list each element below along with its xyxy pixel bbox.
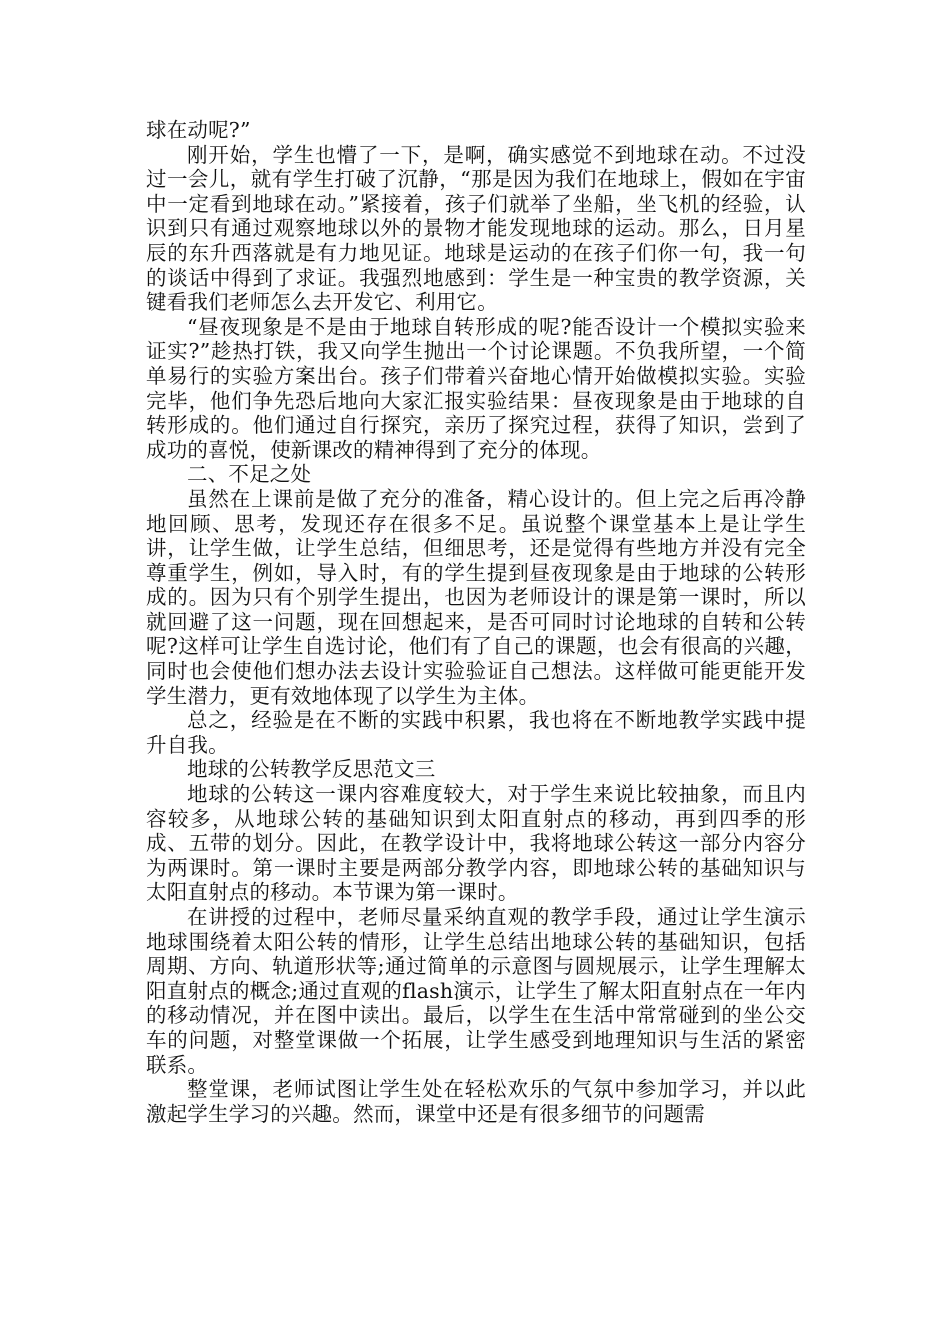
- paragraph-summary: 总之，经验是在不断的实践中积累，我也将在不断地教学实践中提升自我。: [146, 708, 806, 757]
- paragraph-shortcomings: 虽然在上课前是做了充分的准备，精心设计的。但上完之后再冷静地回顾、思考，发现还存在很多不足。虽说整个课堂基本上是让学生讲，让学生做，让学生总结，但细思考，还是觉得有些地方并没有完全尊重学生，例如，导入时，有的学生提到昼夜现象是由于地球的公转形成的。因为只有个别学生提出，也因为老师设计的课是第一课时，所以就回避了这一问题，现在回想起来，是否可同时讨论地球的自转和公转呢?这样可让学生自选讨论，他们有了自己的课题，也会有很高的兴趣，同时也会使他们想办法去设计实验验证自己想法。这样做可能更能开发学生潜力，更有效地体现了以学生为主体。: [146, 486, 806, 708]
- paragraph-continuation: 球在动呢?”: [146, 118, 251, 142]
- paragraph-whole-class: 整堂课，老师试图让学生处在轻松欢乐的气氛中参加学习，并以此激起学生学习的兴趣。然而，课堂中还是有很多细节的问题需: [146, 1077, 806, 1126]
- document-page: [146, 118, 806, 1126]
- paragraph-revolution-intro: 地球的公转这一课内容难度较大，对于学生来说比较抽象，而且内容较多，从地球公转的基础知识到太阳直射点的移动，再到四季的形成、五带的划分。因此，在教学设计中，我将地球公转这一部分内容分为两课时。第一课时主要是两部分教学内容，即地球公转的基础知识与太阳直射点的移动。本节课为第一课时。: [146, 782, 806, 905]
- paragraph-teaching-process: 在讲授的过程中，老师尽量采纳直观的教学手段，通过让学生演示地球围绕着太阳公转的情形，让学生总结出地球公转的基础知识，包括周期、方向、轨道形状等;通过简单的示意图与圆规展示，让学生理解太阳直射点的概念;通过直观的flash演示，让学生了解太阳直射点在一年内的移动情况，并在图中读出。最后，以学生在生活中常常碰到的坐公交车的问题，对整堂课做一个拓展，让学生感受到地理知识与生活的紧密联系。: [146, 905, 806, 1077]
- section-heading-shortcomings: 二、不足之处: [187, 462, 312, 487]
- paragraph-day-night-experiment: “昼夜现象是不是由于地球自转形成的呢?能否设计一个模拟实验来证实?”趁热打铁，我又向学生抛出一个讨论课题。不负我所望，一个简单易行的实验方案出台。孩子们带着兴奋地心情开始做模拟实验。实验完毕，他们争先恐后地向大家汇报实验结果：昼夜现象是由于地球的自转形成的。他们通过自行探究，亲历了探究过程，获得了知识，尝到了成功的喜悦，使新课改的精神得到了充分的体现。: [146, 314, 806, 462]
- paragraph-student-discussion: 刚开始，学生也懵了一下，是啊，确实感觉不到地球在动。不过没过一会儿，就有学生打破了沉静，“那是因为我们在地球上，假如在宇宙中一定看到地球在动。”紧接着，孩子们就举了坐船，坐飞机的经验，认识到只有通过观察地球以外的景物才能发现地球的运动。那么，日月星辰的东升西落就是有力地见证。地球是运动的在孩子们你一句，我一句的谈话中得到了求证。我强烈地感到：学生是一种宝贵的教学资源，关键看我们老师怎么去开发它、利用它。: [146, 142, 806, 315]
- section-heading-essay-three: 地球的公转教学反思范文三: [187, 757, 436, 782]
